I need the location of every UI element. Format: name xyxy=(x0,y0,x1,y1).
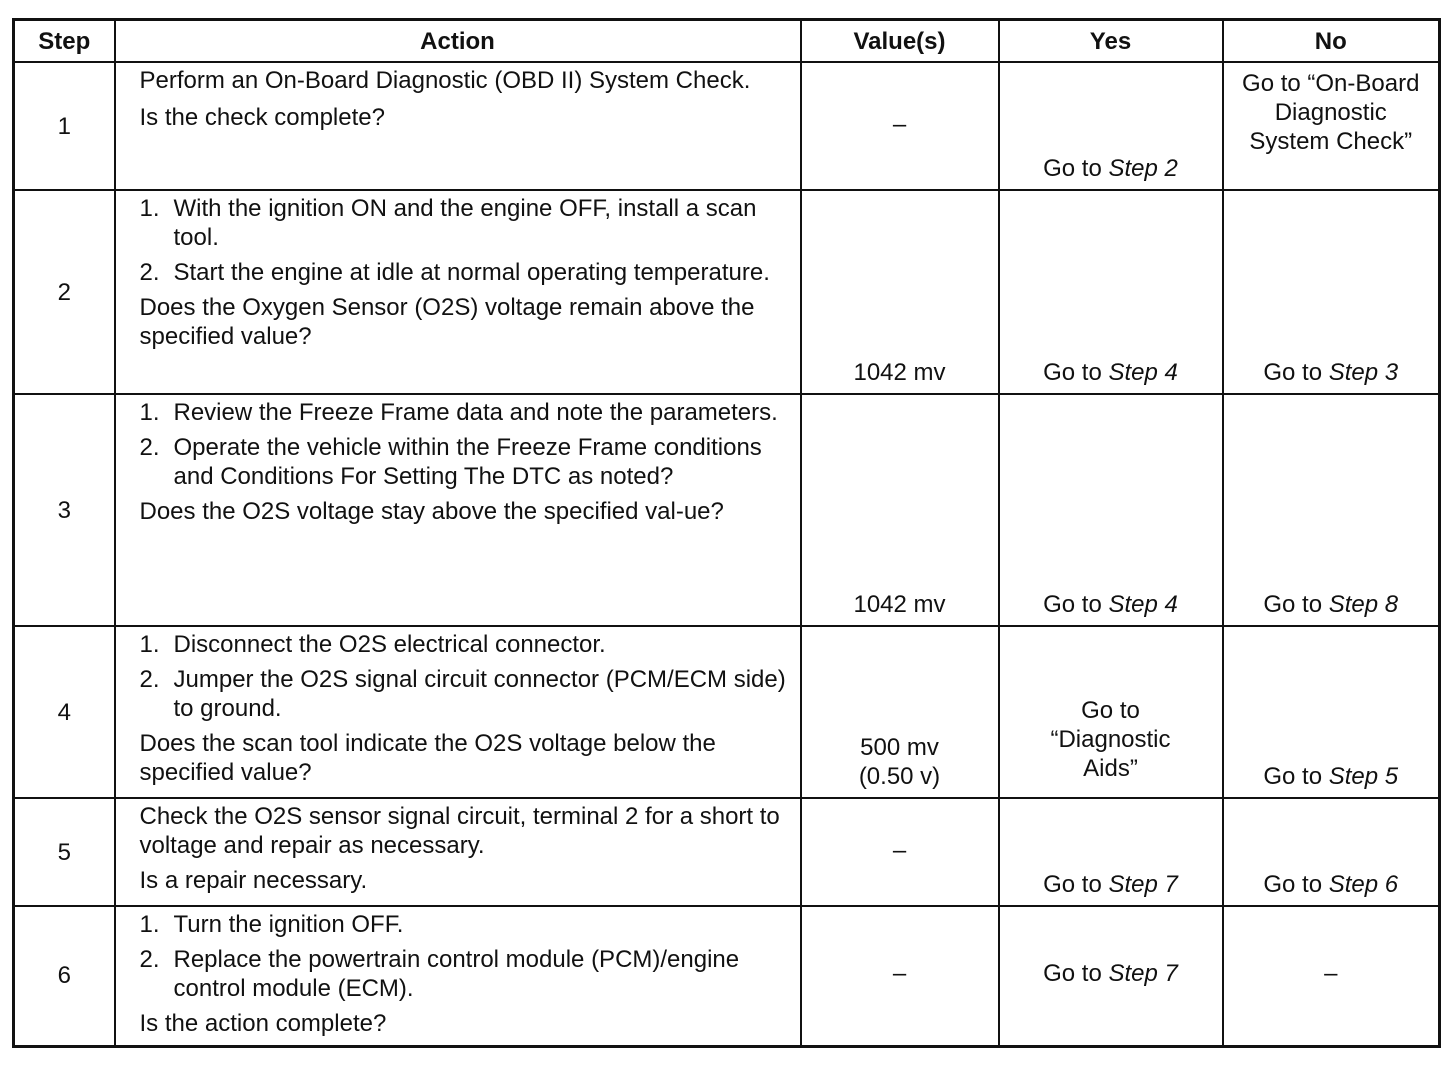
yes-cell: Go to “Diagnostic Aids” xyxy=(999,626,1223,798)
step-number: 5 xyxy=(14,798,115,906)
action-question: Does the scan tool indicate the O2S voltage below the specified value? xyxy=(139,730,716,786)
yes-cell xyxy=(999,906,1223,1046)
action-item xyxy=(140,665,788,723)
no-cell: – xyxy=(1223,906,1440,1046)
action-cell xyxy=(115,626,801,798)
action-text: Check the O2S sensor signal circuit, terminal 2 for a short to voltage and repair as necessary. xyxy=(139,803,780,859)
item-number: 2. xyxy=(139,259,160,286)
item-text: Jumper the O2S signal circuit connector (PCM/ECM side) to ground. xyxy=(173,666,786,722)
no-prefix: Go to xyxy=(1263,871,1329,898)
no-cell xyxy=(1223,394,1440,626)
table-row xyxy=(14,190,1440,394)
yes-step-ref: Step 2 xyxy=(1108,155,1178,182)
action-item xyxy=(140,194,788,252)
yes-step-ref: Step 7 xyxy=(1108,871,1178,898)
action-item xyxy=(140,398,788,427)
value-cell: 1042 mv xyxy=(801,394,999,626)
no-cell xyxy=(1223,798,1440,906)
item-number: 2. xyxy=(139,666,160,693)
action-cell xyxy=(115,62,801,190)
step-number: 1 xyxy=(14,62,115,190)
item-number: 1. xyxy=(139,399,160,426)
header-yes: Yes xyxy=(999,20,1223,63)
action-item xyxy=(140,910,788,939)
value-cell: 1042 mv xyxy=(801,190,999,394)
step-number: 6 xyxy=(14,906,115,1046)
item-text: Start the engine at idle at normal operating temperature. xyxy=(173,259,770,286)
action-question: Does the Oxygen Sensor (O2S) voltage remain above the specified value? xyxy=(139,294,755,350)
item-number: 1. xyxy=(139,631,160,658)
action-question: Is a repair necessary. xyxy=(139,867,368,894)
header-action: Action xyxy=(115,20,801,63)
item-number: 1. xyxy=(139,911,160,938)
yes-cell xyxy=(999,394,1223,626)
action-item xyxy=(140,433,788,491)
header-no: No xyxy=(1223,20,1440,63)
no-cell xyxy=(1223,626,1440,798)
action-text: Perform an On-Board Diagnostic (OBD II) System Check. xyxy=(139,67,751,94)
action-cell xyxy=(115,190,801,394)
table-row xyxy=(14,798,1440,906)
item-text: Replace the powertrain control module (PCM)/engine control module (ECM). xyxy=(173,946,740,1002)
yes-prefix: Go to xyxy=(1043,591,1109,618)
action-item xyxy=(140,945,788,1003)
no-prefix: Go to xyxy=(1263,359,1329,386)
table-row xyxy=(14,906,1440,1046)
yes-prefix: Go to xyxy=(1043,359,1109,386)
no-cell xyxy=(1223,190,1440,394)
yes-step-ref: Step 4 xyxy=(1108,359,1178,386)
item-text: Turn the ignition OFF. xyxy=(173,911,404,938)
action-question: Is the check complete? xyxy=(139,104,385,131)
item-number: 2. xyxy=(139,434,160,461)
table-row xyxy=(14,394,1440,626)
yes-step-ref: Step 4 xyxy=(1108,591,1178,618)
yes-cell xyxy=(999,798,1223,906)
value-primary: 500 mv xyxy=(860,734,939,761)
table-row xyxy=(14,62,1440,190)
table-row xyxy=(14,626,1440,798)
yes-cell xyxy=(999,62,1223,190)
value-secondary: (0.50 v) xyxy=(858,763,941,790)
step-number: 2 xyxy=(14,190,115,394)
yes-step-ref: Step 7 xyxy=(1108,960,1178,988)
action-question: Is the action complete? xyxy=(139,1010,387,1037)
item-text: Operate the vehicle within the Freeze Frame conditions and Conditions For Setting The DTC as noted? xyxy=(173,434,762,490)
item-number: 2. xyxy=(139,946,160,973)
yes-prefix: Go to xyxy=(1043,155,1109,182)
item-text: Review the Freeze Frame data and note the parameters. xyxy=(173,399,778,426)
item-text: With the ignition ON and the engine OFF, install a scan tool. xyxy=(173,195,757,251)
yes-prefix: Go to xyxy=(1043,960,1109,988)
action-item xyxy=(140,258,788,287)
diagnostic-table xyxy=(12,18,1441,1048)
no-step-ref: Step 8 xyxy=(1328,591,1399,618)
no-step-ref: Step 5 xyxy=(1328,763,1399,790)
value-cell: – xyxy=(801,798,999,906)
no-step-ref: Step 3 xyxy=(1328,359,1399,386)
header-row xyxy=(14,20,1440,63)
value-cell xyxy=(801,626,999,798)
step-number: 3 xyxy=(14,394,115,626)
action-item xyxy=(140,630,788,659)
no-prefix: Go to xyxy=(1263,591,1329,618)
header-values: Value(s) xyxy=(801,20,999,63)
action-cell xyxy=(115,906,801,1046)
value-cell: – xyxy=(801,906,999,1046)
yes-prefix: Go to xyxy=(1043,871,1109,898)
no-cell: Go to “On-Board Diagnostic System Check” xyxy=(1223,62,1440,190)
step-number: 4 xyxy=(14,626,115,798)
action-cell xyxy=(115,394,801,626)
action-question: Does the O2S voltage stay above the specified val-ue? xyxy=(139,498,724,525)
value-cell: – xyxy=(801,62,999,190)
yes-cell xyxy=(999,190,1223,394)
action-cell xyxy=(115,798,801,906)
header-step: Step xyxy=(14,20,115,63)
item-number: 1. xyxy=(139,195,160,222)
item-text: Disconnect the O2S electrical connector. xyxy=(173,631,606,658)
no-step-ref: Step 6 xyxy=(1328,871,1399,898)
no-prefix: Go to xyxy=(1263,763,1329,790)
